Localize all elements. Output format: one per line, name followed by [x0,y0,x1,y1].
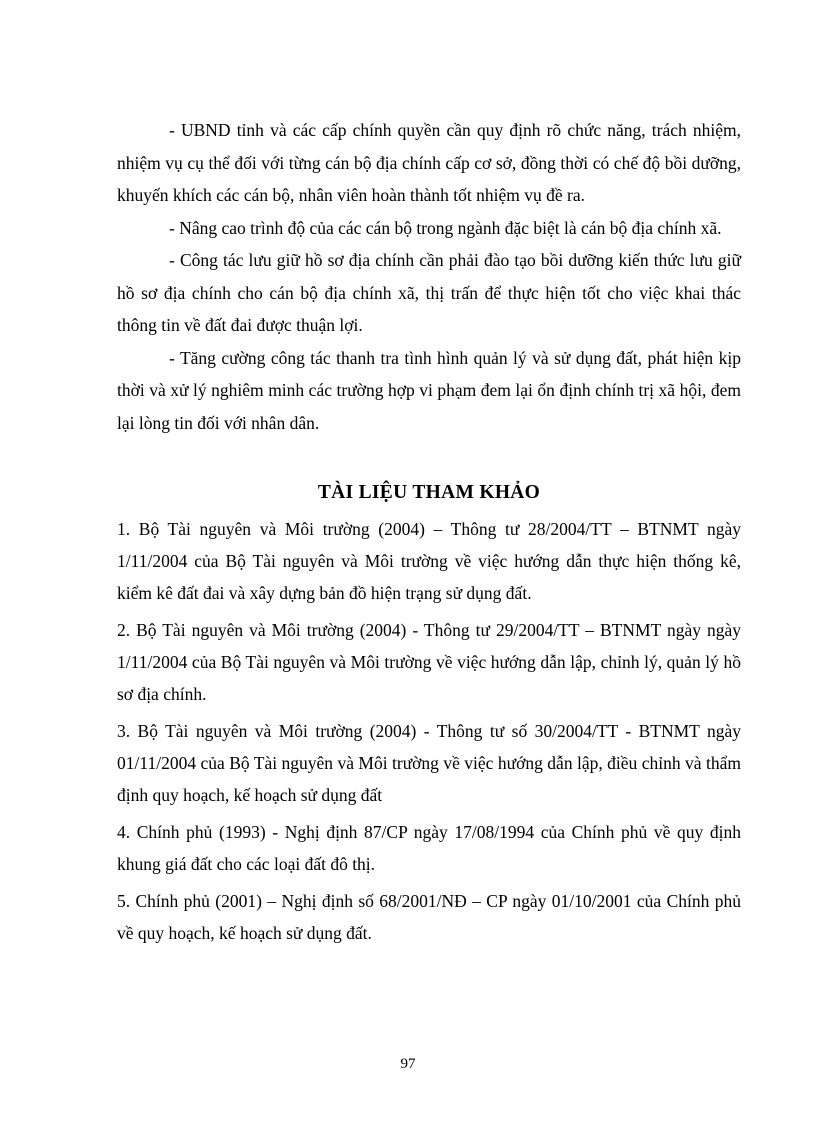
reference-item: 2. Bộ Tài nguyên và Môi trường (2004) - Thông tư 29/2004/TT – BTNMT ngày ngày 1/11/2004 của Bộ Tài nguyên và Môi trường về việc hướng dẫn lập, chỉnh lý, quản lý hồ sơ địa chính. [117,620,741,704]
reference-item: 1. Bộ Tài nguyên và Môi trường (2004) – Thông tư 28/2004/TT – BTNMT ngày 1/11/2004 của Bộ Tài nguyên và Môi trường về việc hướng dẫn thực hiện thống kê, kiểm kê đất đai và xây dựng bản đồ hiện trạng sử dụng đất. [117,519,741,603]
recommendation-paragraph: - UBND tỉnh và các cấp chính quyền cần quy định rõ chức năng, trách nhiệm, nhiệm vụ cụ thể đối với từng cán bộ địa chính cấp cơ sở, đồng thời có chế độ bồi dưỡng, khuyến khích các cán bộ, nhân viên hoàn thành tốt nhiệm vụ đề ra. [117,120,741,205]
reference-item: 3. Bộ Tài nguyên và Môi trường (2004) - Thông tư số 30/2004/TT - BTNMT ngày 01/11/2004 của Bộ Tài nguyên và Môi trường về việc hướng dẫn lập, điều chỉnh và thẩm định quy hoạch, kế hoạch sử dụng đất [117,721,741,805]
page-content [117,114,741,954]
recommendations-section [117,114,741,439]
page-number: 97 [400,1056,416,1072]
recommendation-paragraph: - Tăng cường công tác thanh tra tình hình quản lý và sử dụng đất, phát hiện kịp thời và xử lý nghiêm minh các trường hợp vi phạm đem lại ổn định chính trị xã hội, đem lại lòng tin đối với nhân dân. [117,347,741,433]
recommendation-paragraph: - Nâng cao trình độ của các cán bộ trong ngành đặc biệt là cán bộ địa chính xã. [169,217,722,238]
recommendation-paragraph: - Công tác lưu giữ hồ sơ địa chính cần phải đào tạo bồi dưỡng kiến thức lưu giữ hồ sơ địa chính cho cán bộ địa chính xã, thị trấn để thực hiện tốt cho việc khai thác thông tin về đất đai được thuận lợi. [117,250,741,335]
references-list [117,513,741,949]
references-heading: TÀI LIỆU THAM KHẢO [317,482,541,503]
reference-item: 5. Chính phủ (2001) – Nghị định số 68/2001/NĐ – CP ngày 01/10/2001 của Chính phủ về quy hoạch, kế hoạch sử dụng đất. [117,891,741,943]
reference-item: 4. Chính phủ (1993) - Nghị định 87/CP ngày 17/08/1994 của Chính phủ về quy định khung giá đất cho các loại đất đô thị. [117,822,741,874]
